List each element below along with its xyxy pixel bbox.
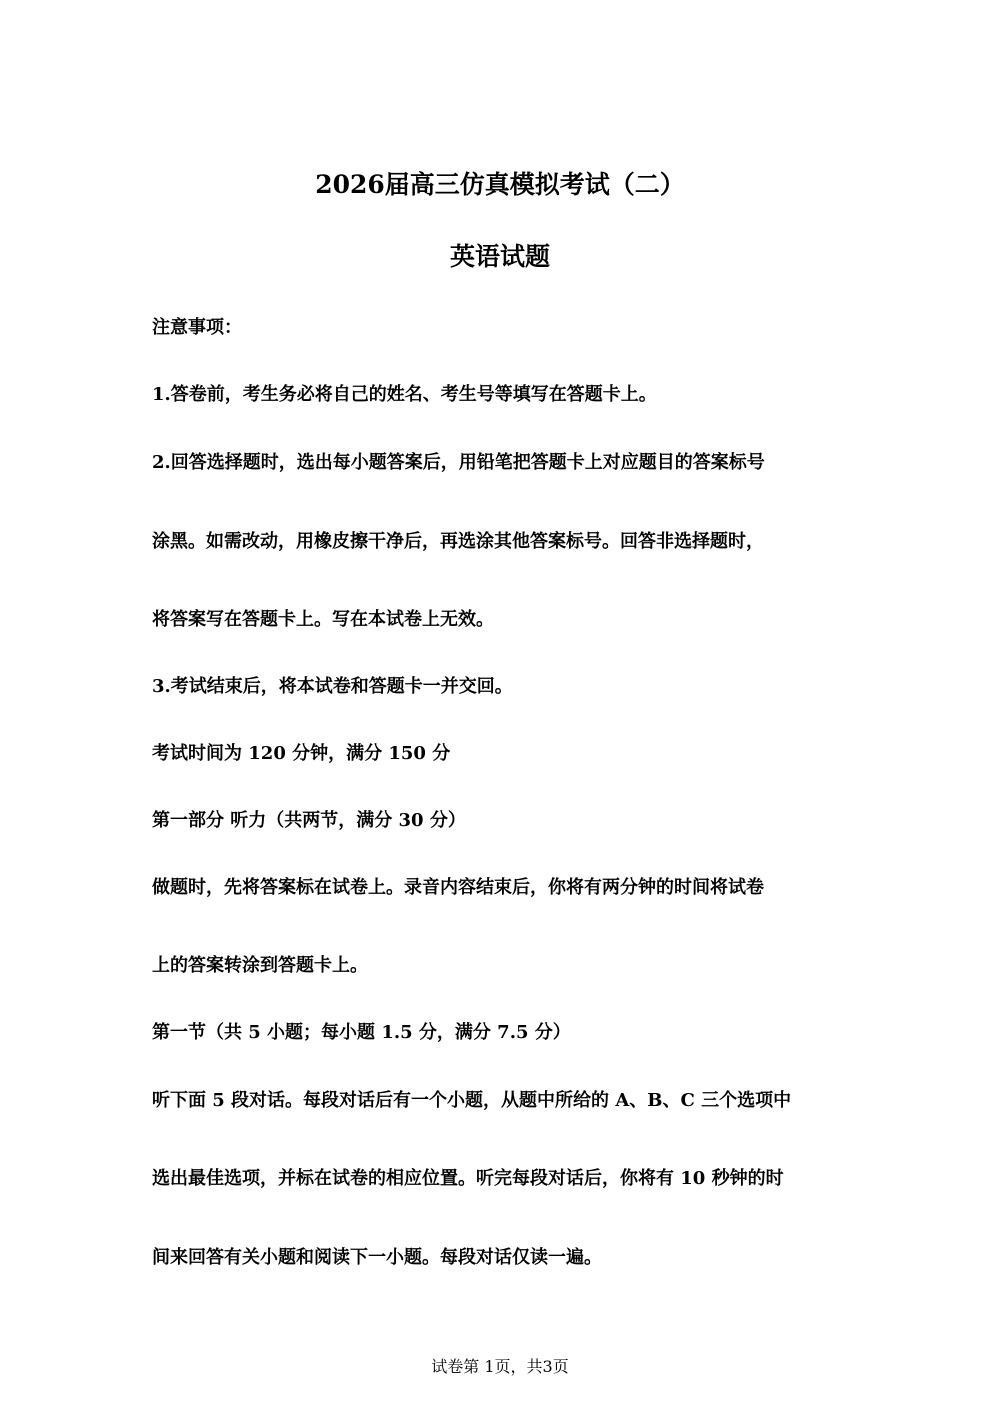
notes-item-2-line-2: 涂黑。如需改动，用橡皮擦干净后，再选涂其他答案标号。回答非选择题时， xyxy=(152,531,764,552)
part1-intro-line-1: 做题时，先将答案标在试卷上。录音内容结束后，你将有两分钟的时间将试卷 xyxy=(152,877,764,898)
part1-heading: 第一部分 听力（共两节，满分 30 分） xyxy=(152,810,466,831)
time-score-info: 考试时间为 120 分钟，满分 150 分 xyxy=(152,743,451,764)
notes-item-1: 1.答卷前，考生务必将自己的姓名、考生号等填写在答题卡上。 xyxy=(152,384,657,405)
section1-line-2: 选出最佳选项，并标在试卷的相应位置。听完每段对话后，你将有 10 秒钟的时 xyxy=(152,1168,784,1189)
exam-title: 2026届高三仿真模拟考试（二） xyxy=(315,170,685,199)
page-footer: 试卷第 1页，共3页 xyxy=(431,1357,569,1376)
notes-item-3: 3.考试结束后，将本试卷和答题卡一并交回。 xyxy=(152,676,513,697)
section1-heading: 第一节（共 5 小题；每小题 1.5 分，满分 7.5 分） xyxy=(152,1022,571,1043)
section1-line-1: 听下面 5 段对话。每段对话后有一个小题，从题中所给的 A、B、C 三个选项中 xyxy=(152,1090,792,1111)
section1-line-3: 间来回答有关小题和阅读下一小题。每段对话仅读一遍。 xyxy=(152,1247,602,1268)
subject-title: 英语试题 xyxy=(449,242,550,271)
part1-intro-line-2: 上的答案转涂到答题卡上。 xyxy=(152,955,368,976)
notes-heading: 注意事项： xyxy=(152,317,242,338)
notes-item-2-line-1: 2.回答选择题时，选出每小题答案后，用铅笔把答题卡上对应题目的答案标号 xyxy=(152,452,765,473)
notes-item-2-line-3: 将答案写在答题卡上。写在本试卷上无效。 xyxy=(152,609,494,630)
